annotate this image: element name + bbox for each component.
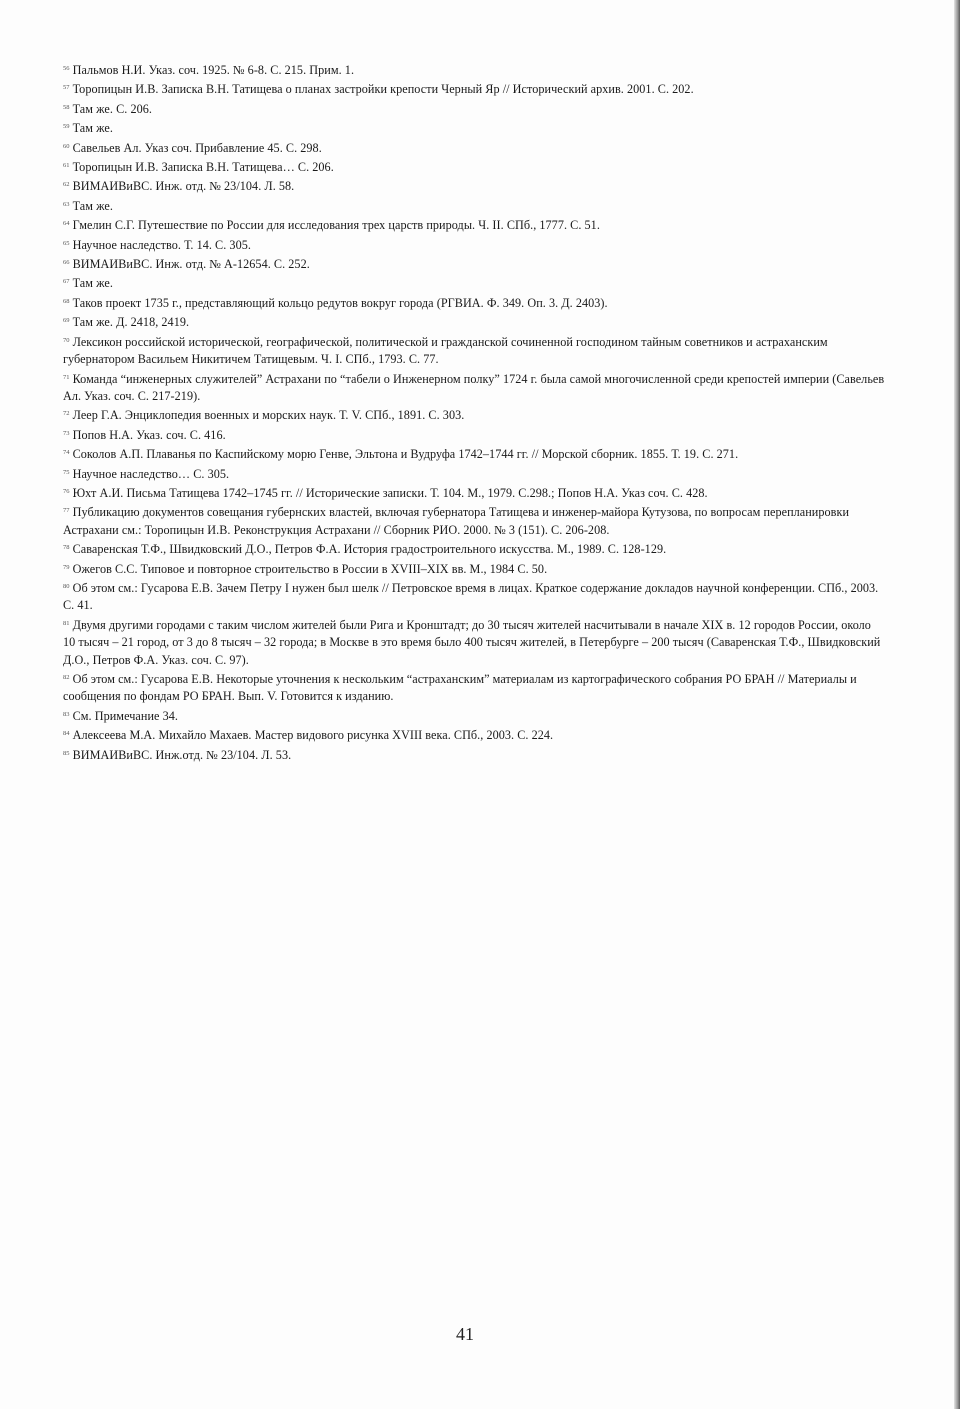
footnote-number: 56 [63,65,70,72]
footnote-text: Попов Н.А. Указ. соч. С. 416. [72,427,226,442]
footnote-text: Научное наследство. Т. 14. С. 305. [72,237,251,252]
footnote [63,215,885,234]
footnote-text: Там же. Д. 2418, 2419. [72,315,190,330]
footnote-number: 68 [63,297,70,305]
footnote [63,464,885,483]
footnote-text: Юхт А.И. Письма Татищева 1742–1745 гг. // Исторические записки. Т. 104. М., 1979. С.298.; Попов Н.А. Указ соч. С. 428. [72,485,708,500]
footnote-number: 69 [63,317,70,325]
footnote-text: Там же. С. 206. [72,101,152,116]
footnote [63,79,885,98]
footnote-text: Леер Г.А. Энциклопедия военных и морских наук. Т. V. СПб., 1891. С. 303. [72,408,465,423]
footnote-number: 81 [63,619,70,627]
footnote [63,312,885,331]
footnote-number: 80 [63,582,70,590]
footnote [63,405,885,424]
footnote-number: 60 [63,142,70,150]
footnote-number: 75 [63,468,70,476]
footnote-text: Двумя другими городами с таким числом жителей были Рига и Кронштадт; до 30 тысяч жителей насчитывали в начале XIX в. 12 городов России, около 10 тысяч – 21 город, от 3 до 8 тысяч – 32 города; в Москве в это время было 400 тысяч жителей, в Петербурге – 200 тысяч (Саваренская Т.Ф., Швидковский Д.О., Петров Ф.А. Указ. соч. С. 97). [63,617,881,667]
footnote-text: ВИМАИВиВС. Инж. отд. № 23/104. Л. 58. [72,179,295,194]
footnote-number: 70 [63,336,70,344]
footnote-text: Научное наследство… С. 305. [72,466,230,481]
footnote-text: Торопицын И.В. Записка В.Н. Татищева о планах застройки крепости Черный Яр // Исторический архив. 2001. С. 202. [72,82,694,97]
scan-edge-shadow [954,0,960,1409]
footnote-text: Ожегов С.С. Типовое и повторное строительство в России в XVIII–XIX вв. М., 1984 С. 50. [72,561,548,576]
footnote [63,745,885,764]
footnote-number: 59 [63,123,70,131]
footnote-text: Об этом см.: Гусарова Е.В. Некоторые уточнения к нескольким “астраханским” материалам из картографического собрания РО БРАН // Материалы и сообщения по фондам РО БРАН. Вып. V. Готовится к изданию. [63,672,857,704]
footnote-number: 58 [63,103,70,111]
footnote-number: 84 [63,730,70,738]
footnote [63,725,885,744]
footnote [63,332,885,369]
footnote-number: 85 [63,749,70,757]
footnote-text: Саваренская Т.Ф., Швидковский Д.О., Петров Ф.А. История градостроительного искусства. М., 1989. С. 128-129. [72,542,667,557]
footnote-text: Торопицын И.В. Записка В.Н. Татищева… С. 206. [72,160,334,175]
footnote [63,273,885,292]
footnote-text: Команда “инженерных служителей” Астрахани по “табели о Инженерном полку” 1724 г. была самой многочисленной среди крепостей империи (Савельев Ал. Указ. соч. С. 217-219). [63,371,885,403]
footnote [63,99,885,118]
footnote-number: 83 [63,710,70,718]
footnote [63,578,885,615]
footnote [63,502,885,539]
footnote-number: 61 [63,162,70,170]
footnote [63,118,885,137]
footnote-number: 63 [63,200,70,208]
footnote [63,176,885,195]
footnote-number: 65 [63,239,70,247]
footnote-number: 64 [63,220,70,228]
footnote [63,293,885,312]
footnote-text: Соколов А.П. Плаванья по Каспийскому морю Генве, Эльтона и Вудруфа 1742–1744 гг. // Морской сборник. 1855. Т. 19. С. 271. [72,447,739,462]
footnote [63,138,885,157]
footnote-number: 57 [63,84,70,92]
footnote [63,615,885,669]
footnote-number: 71 [63,373,70,381]
footnote-text: ВИМАИВиВС. Инж.отд. № 23/104. Л. 53. [72,747,292,762]
footnote-text: Публикацию документов совещания губернских властей, включая губернатора Татищева и инженер-майора Кутузова, по вопросам перепланировки Астрахани см.: Торопицын И.В. Реконструкция Астрахани // Сборник РИО. 2000. № 3 (151). С. 206-208. [63,505,850,537]
footnote [63,444,885,463]
footnote-number: 82 [63,674,70,681]
footnote-number: 74 [63,449,70,457]
footnote-text: Таков проект 1735 г., представляющий кольцо редутов вокруг города (РГВИА. Ф. 349. Оп. 3. Д. 2403). [72,295,608,310]
footnote-number: 73 [63,429,70,437]
footnote-number: 76 [63,487,70,495]
footnote [63,254,885,273]
footnote-text: ВИМАИВиВС. Инж. отд. № А-12654. С. 252. [72,257,310,272]
footnote-text: Об этом см.: Гусарова Е.В. Зачем Петру I нужен был шелк // Петровское время в лицах. Краткое содержание докладов научной конференции. СПб., 2003. С. 41. [63,580,879,613]
footnote-number: 79 [63,563,70,571]
footnote [63,60,885,79]
footnote-text: Там же. [72,198,113,213]
footnote-number: 66 [63,259,70,267]
footnote-number: 62 [63,181,70,189]
footnote-text: Лексикон российской исторической, географической, политической и гражданской сочиненной господином тайным советников и астраханским губернатором Васильем Никитичем Татищевым. Ч. I. СПб., 1793. С. 77. [63,334,828,367]
footnote-text: Алексеева М.А. Михайло Махаев. Мастер видового рисунка XVIII века. СПб., 2003. С. 224. [72,728,554,743]
footnote-number: 72 [63,410,70,418]
footnote [63,559,885,578]
footnote-number: 77 [63,507,70,515]
footnote-text: Пальмов Н.И. Указ. соч. 1925. № 6-8. С. 215. Прим. 1. [72,63,355,77]
footnote [63,235,885,254]
page-number: 41 [456,1324,474,1344]
footnote [63,157,885,176]
footnote-text: Гмелин С.Г. Путешествие по России для исследования трех царств природы. Ч. II. СПб., 1777. С. 51. [72,218,600,233]
footnote [63,483,885,502]
footnote [63,539,885,558]
footnote-number: 78 [63,544,70,552]
footnote-text: Савельев Ал. Указ соч. Прибавление 45. С. 298. [72,140,322,155]
footnote-text: См. Примечание 34. [72,708,178,723]
footnote [63,669,885,706]
footnote [63,369,885,406]
footnote-text: Там же. [72,276,113,291]
footnote-number: 67 [63,278,70,286]
footnote [63,425,885,444]
footnotes-list [63,60,885,764]
footnote [63,196,885,215]
footnote-text: Там же. [72,121,113,136]
footnote [63,706,885,725]
